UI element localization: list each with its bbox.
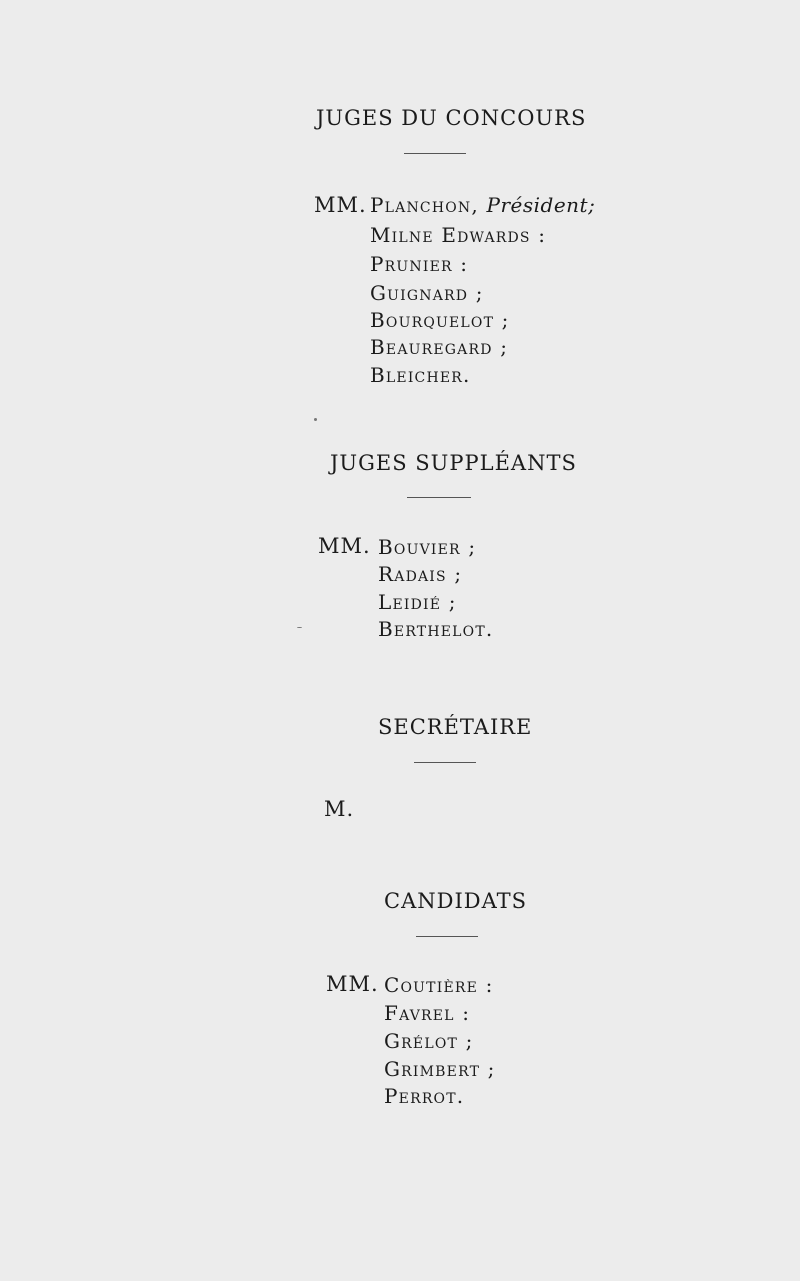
- member-name: [384, 1084, 464, 1108]
- member-separator: .: [463, 363, 471, 387]
- member-surname: Perrot: [384, 1084, 457, 1108]
- member-name: [384, 1029, 474, 1053]
- member-name: [370, 223, 546, 247]
- members-prefix: MM.: [318, 534, 371, 558]
- member-separator: ;: [468, 281, 484, 305]
- member-name: [378, 562, 462, 586]
- section-title-candidats: CANDIDATS: [384, 889, 527, 913]
- member-name: [370, 335, 508, 359]
- member-name: [370, 363, 471, 387]
- section-divider: [414, 762, 476, 763]
- member-name: [370, 252, 468, 276]
- members-prefix: M.: [324, 797, 355, 821]
- member-surname: Radais: [378, 562, 447, 586]
- member-surname: Leidié: [378, 590, 442, 614]
- member-name: [384, 1057, 496, 1081]
- paper-speck: [314, 418, 317, 421]
- member-separator: :: [454, 1001, 471, 1025]
- section-divider: [416, 936, 478, 937]
- member-name: [378, 535, 476, 559]
- member-surname: Berthelot: [378, 617, 486, 641]
- member-name: [378, 617, 493, 641]
- member-name: [384, 973, 494, 997]
- member-separator: :: [452, 252, 469, 276]
- member-separator: :: [530, 223, 547, 247]
- member-separator: :: [478, 973, 494, 997]
- member-name: [384, 1001, 470, 1025]
- members-prefix: MM.: [326, 972, 379, 996]
- member-surname: Grimbert: [384, 1057, 481, 1081]
- member-separator: ;: [494, 308, 510, 332]
- member-separator: ;: [446, 562, 463, 586]
- member-name: [370, 193, 595, 217]
- member-name: [370, 308, 510, 332]
- member-surname: Bleicher: [370, 363, 464, 387]
- member-separator: ;: [460, 535, 477, 559]
- member-surname: Bourquelot: [370, 308, 495, 332]
- section-divider: [404, 153, 466, 154]
- member-surname: Prunier: [370, 252, 453, 276]
- section-title-juges-du-concours: JUGES DU CONCOURS: [316, 106, 587, 130]
- member-surname: Milne Edwards: [370, 223, 531, 247]
- member-surname: Planchon: [370, 193, 472, 217]
- member-surname: Grélot: [384, 1029, 459, 1053]
- member-separator: ;: [441, 590, 457, 614]
- member-separator: ;: [458, 1029, 474, 1053]
- member-separator: .: [485, 617, 494, 641]
- section-title-secretaire: SECRÉTAIRE: [378, 715, 533, 739]
- member-separator: ;: [492, 335, 509, 359]
- member-surname: Coutière: [384, 973, 479, 997]
- member-surname: Guignard: [370, 281, 469, 305]
- member-surname: Beauregard: [370, 335, 493, 359]
- member-separator: ;: [480, 1057, 496, 1081]
- member-separator: .: [456, 1084, 465, 1108]
- member-separator: ,: [471, 193, 487, 217]
- member-name: [378, 590, 457, 614]
- section-divider: [407, 497, 471, 498]
- members-prefix: MM.: [314, 193, 367, 217]
- member-surname: Bouvier: [378, 535, 461, 559]
- section-title-juges-suppleants: JUGES SUPPLÉANTS: [330, 451, 577, 475]
- member-name: [370, 281, 484, 305]
- member-surname: Favrel: [384, 1001, 455, 1025]
- paper-speck: [297, 627, 302, 628]
- member-role: Président;: [486, 193, 596, 217]
